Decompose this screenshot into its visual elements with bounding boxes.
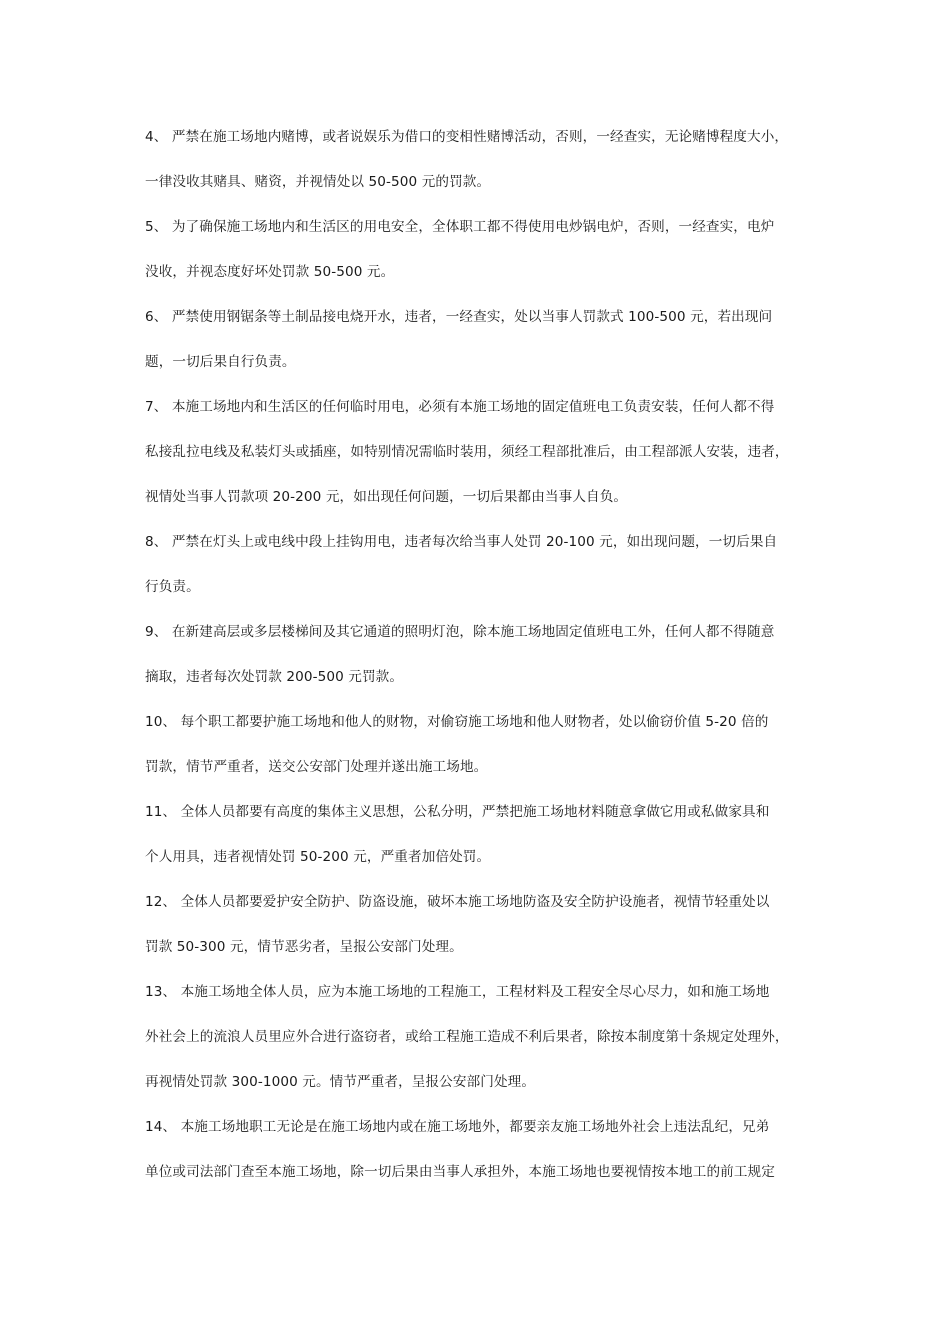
text-line: 个人用具，违者视情处罚 50-200 元，严重者加倍处罚。 — [145, 849, 491, 865]
text-line: 再视情处罚款 300-1000 元。情节严重者，呈报公安部门处理。 — [145, 1074, 536, 1090]
text-line: 6、 严禁使用钢锯条等土制品接电烧开水，违者，一经查实，处以当事人罚款式 100-500 元，若出现问 — [145, 309, 773, 325]
text-line: 8、 严禁在灯头上或电线中段上挂钩用电，违者每次给当事人处罚 20-100 元，如出现问题，一切后果自 — [145, 534, 778, 550]
text-line: 视情处当事人罚款项 20-200 元，如出现任何问题，一切后果都由当事人自负。 — [145, 489, 628, 505]
text-line: 罚款，情节严重者，送交公安部门处理并遂出施工场地。 — [145, 759, 488, 775]
text-line: 5、 为了确保施工场地内和生活区的用电安全，全体职工都不得使用电炒锅电炉，否则，一经查实，电炉 — [145, 219, 775, 235]
text-line: 单位或司法部门查至本施工场地，除一切后果由当事人承担外，本施工场地也要视情按本地工的前工规定 — [145, 1164, 775, 1180]
text-line: 4、 严禁在施工场地内赌博，或者说娱乐为借口的变相性赌博活动，否则，一经查实，无论赌博程度大小， — [145, 129, 789, 145]
text-line: 题，一切后果自行负责。 — [145, 354, 296, 370]
text-line: 没收，并视态度好坏处罚款 50-500 元。 — [145, 264, 395, 280]
text-line: 7、 本施工场地内和生活区的任何临时用电，必须有本施工场地的固定值班电工负责安装，任何人都不得 — [145, 399, 775, 415]
text-line: 11、 全体人员都要有高度的集体主义思想，公私分明，严禁把施工场地材料随意拿做它用或私做家具和 — [145, 804, 770, 820]
text-line: 摘取，违者每次处罚款 200-500 元罚款。 — [145, 669, 404, 685]
text-line: 13、 本施工场地全体人员，应为本施工场地的工程施工，工程材料及工程安全尽心尽力，如和施工场地 — [145, 984, 770, 1000]
text-line: 14、 本施工场地职工无论是在施工场地内或在施工场地外，都要亲友施工场地外社会上违法乱纪，兄弟 — [145, 1119, 770, 1135]
text-line: 12、 全体人员都要爱护安全防护、防盗设施，破坏本施工场地防盗及安全防护设施者，视情节轻重处以 — [145, 894, 770, 910]
text-line: 罚款 50-300 元，情节恶劣者，呈报公安部门处理。 — [145, 939, 463, 955]
text-line: 9、 在新建高层或多层楼梯间及其它通道的照明灯泡，除本施工场地固定值班电工外，任何人都不得随意 — [145, 624, 775, 640]
text-line: 私接乱拉电线及私装灯头或插座，如特别情况需临时装用，须经工程部批准后，由工程部派人安装，违者， — [145, 444, 789, 460]
text-line: 行负责。 — [145, 579, 200, 595]
text-line: 一律没收其赌具、赌资，并视情处以 50-500 元的罚款。 — [145, 174, 491, 190]
text-line: 外社会上的流浪人员里应外合进行盗窃者，或给工程施工造成不利后果者，除按本制度第十条规定处理外， — [145, 1029, 789, 1045]
document-body — [145, 122, 815, 1202]
text-line: 10、 每个职工都要护施工场地和他人的财物，对偷窃施工场地和他人财物者，处以偷窃价值 5-20 倍的 — [145, 714, 769, 730]
